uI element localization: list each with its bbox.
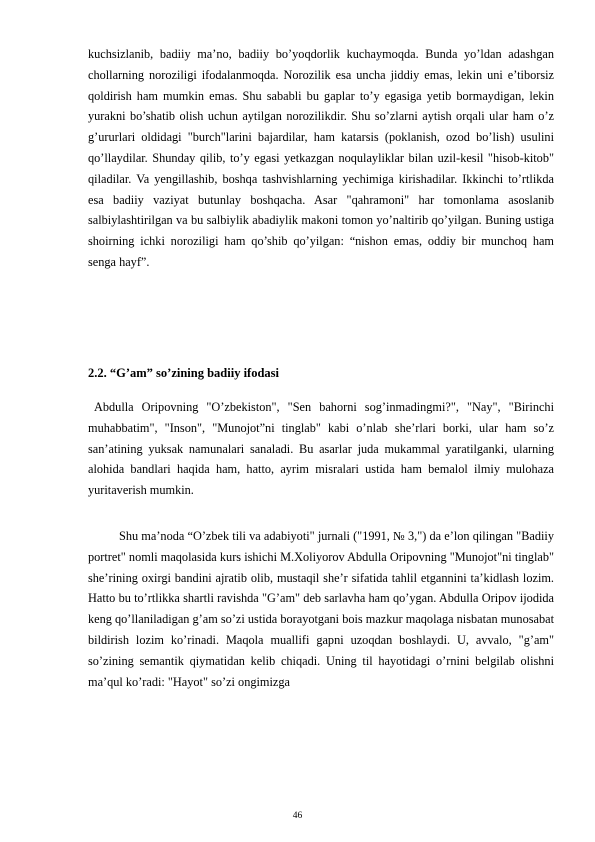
body-paragraph-2 (88, 397, 554, 501)
section-heading: 2.2. “G’am” so’zining badiiy ifodasi (88, 366, 279, 380)
page-number: 46 (292, 811, 303, 821)
paragraph-1-text: kuchsizlanib, badiiy ma’no, badiiy bo’yoqdorlik kuchaymoqda. Bunda yo’ldan adashgan chollarning noroziligi ifodalanmoqda. Norozilik esa uncha jiddiy emas, lekin uni e’tiborsiz qoldirish ham mumkin emas. Shu sababli bu gaplar to’y egasiga yetib bormaydigan, lekin yurakni bo’shatib olish uchun aytilgan norozilikdir. Shu so’zlarni aytish orqali ular ham o’z g’ururlari oldidagi "burch"larini bajardilar, ham katarsis (poklanish, ozod bo’lish) usulini qo’llaydilar. Shunday qilib, to’y egasi yetkazgan noqulayliklar bilan uzil-kesil "hisob-kitob" qiladilar. Va yengillashib, boshqa tashvishlarning yechimiga kirishadilar. Ikkinchi to’rtlikda esa badiiy vaziyat butunlay boshqacha. Asar "qahramoni" har tomonlama asoslanib salbiylashtirilgan va bu salbiylik abadiylik makoni tomon yo’naltirib qo’yilgan. Buning ustiga shoirning ichki noroziligi ham qo’shib qo’yilgan: “nishon emas, oddiy bir munchoq ham senga hayf”. (88, 47, 554, 269)
body-paragraph-1 (88, 44, 554, 273)
body-paragraph-3 (88, 526, 554, 692)
paragraph-2-text: Abdulla Oripovning "O’zbekiston", "Sen bahorni sog’inmadingmi?", "Nay", "Birinchi muhabbatim", "Inson", "Munojot”ni tinglab" kabi o’nlab she’rlari borki, ular ham so’z san’atining yuksak namunalari sanaladi. Bu asarlar juda mukammal yaratilganki, ularning alohida bandlari haqida ham, hatto, ayrim misralari ustida ham bemalol ilmiy mulohaza yuritaverish mumkin. (88, 400, 554, 498)
paragraph-3-text: Shu ma’noda “O’zbek tili va adabiyoti" jurnali ("1991, № 3,") da e’lon qilingan "Badiiy portret" nomli maqolasida kurs ishichi M.Xoliyorov Abdulla Oripovning "Munojot"ni tinglab" she’rining oxirgi bandini ajratib olib, mustaqil she’r sifatida tahlil etgannini ta’kidlash lozim. Hatto bu to’rtlikka shartli ravishda "G’am" deb sarlavha ham qo’ygan. Abdulla Oripov ijodida keng qo’llaniladigan g’am so’zi ustida borayotgani bois mazkur maqolaga nisbatan munosabat bildirish lozim ko’rinadi. Maqola muallifi gapni uzoqdan boshlaydi. U, avvalo, "g’am" so’zining semantik qiymatidan kelib chiqadi. Uning til hayotidagi o’rnini belgilab olishni ma’qul ko’radi: "Hayot" so’zi ongimizga (88, 529, 554, 689)
